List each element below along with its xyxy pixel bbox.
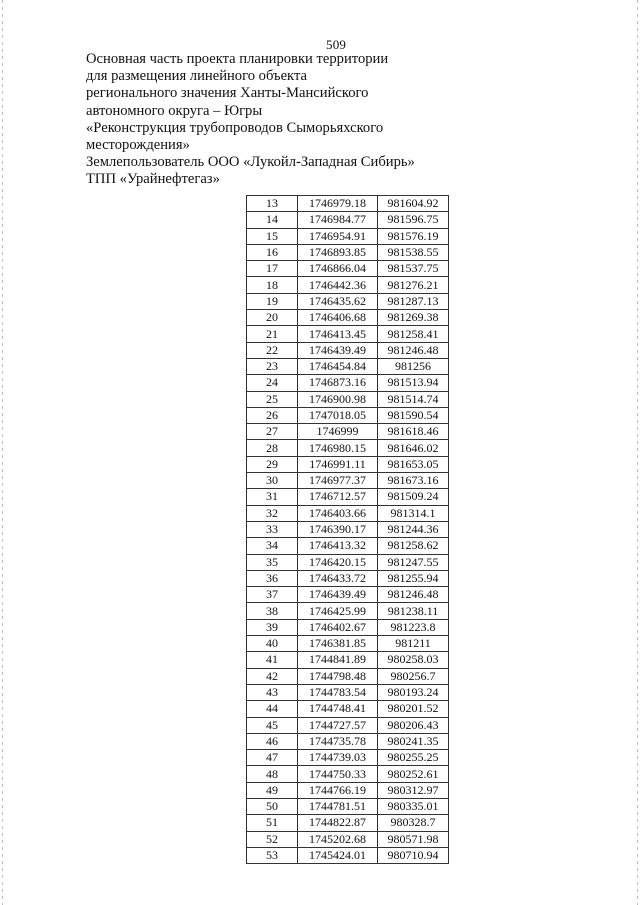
table-row [247, 196, 449, 212]
y-coordinate-cell: 981513.94 [378, 375, 449, 391]
x-coordinate-cell: 1746954.91 [298, 228, 378, 244]
x-coordinate-cell: 1746390.17 [298, 521, 378, 537]
table-row [247, 554, 449, 570]
point-number-cell: 47 [247, 750, 298, 766]
x-coordinate-cell: 1744739.03 [298, 750, 378, 766]
coordinates-table [246, 195, 449, 864]
table-row [247, 717, 449, 733]
point-number-cell: 51 [247, 815, 298, 831]
point-number-cell: 27 [247, 424, 298, 440]
y-coordinate-cell: 981538.55 [378, 244, 449, 260]
table-row [247, 570, 449, 586]
table-row [247, 684, 449, 700]
y-coordinate-cell: 980312.97 [378, 782, 449, 798]
table-row [247, 293, 449, 309]
y-coordinate-cell: 981258.62 [378, 538, 449, 554]
point-number-cell: 34 [247, 538, 298, 554]
y-coordinate-cell: 981258.41 [378, 326, 449, 342]
table-row [247, 619, 449, 635]
x-coordinate-cell: 1746420.15 [298, 554, 378, 570]
point-number-cell: 49 [247, 782, 298, 798]
table-row [247, 228, 449, 244]
y-coordinate-cell: 980710.94 [378, 847, 449, 863]
header-line: для размещения линейного объекта [86, 68, 307, 85]
point-number-cell: 19 [247, 293, 298, 309]
table-row [247, 798, 449, 814]
point-number-cell: 44 [247, 701, 298, 717]
x-coordinate-cell: 1746435.62 [298, 293, 378, 309]
x-coordinate-cell: 1744750.33 [298, 766, 378, 782]
point-number-cell: 36 [247, 570, 298, 586]
header-line: регионального значения Ханты-Мансийского [86, 85, 369, 102]
x-coordinate-cell: 1746413.45 [298, 326, 378, 342]
point-number-cell: 29 [247, 456, 298, 472]
point-number-cell: 14 [247, 212, 298, 228]
y-coordinate-cell: 980258.03 [378, 652, 449, 668]
table-row [247, 603, 449, 619]
point-number-cell: 32 [247, 505, 298, 521]
x-coordinate-cell: 1744783.54 [298, 684, 378, 700]
x-coordinate-cell: 1746381.85 [298, 636, 378, 652]
table-row [247, 358, 449, 374]
table-row [247, 277, 449, 293]
table-row [247, 261, 449, 277]
table-row [247, 342, 449, 358]
point-number-cell: 18 [247, 277, 298, 293]
y-coordinate-cell: 981509.24 [378, 489, 449, 505]
y-coordinate-cell: 981514.74 [378, 391, 449, 407]
point-number-cell: 53 [247, 847, 298, 863]
point-number-cell: 24 [247, 375, 298, 391]
point-number-cell: 15 [247, 228, 298, 244]
y-coordinate-cell: 981246.48 [378, 342, 449, 358]
header-line: «Реконструкция трубопроводов Сыморьяхского [86, 119, 384, 136]
x-coordinate-cell: 1746980.15 [298, 440, 378, 456]
x-coordinate-cell: 1746439.49 [298, 587, 378, 603]
point-number-cell: 31 [247, 489, 298, 505]
y-coordinate-cell: 980571.98 [378, 831, 449, 847]
y-coordinate-cell: 980256.7 [378, 668, 449, 684]
y-coordinate-cell: 981653.05 [378, 456, 449, 472]
x-coordinate-cell: 1744735.78 [298, 733, 378, 749]
x-coordinate-cell: 1746406.68 [298, 310, 378, 326]
point-number-cell: 48 [247, 766, 298, 782]
y-coordinate-cell: 980201.52 [378, 701, 449, 717]
point-number-cell: 50 [247, 798, 298, 814]
point-number-cell: 30 [247, 473, 298, 489]
table-row [247, 456, 449, 472]
y-coordinate-cell: 980255.25 [378, 750, 449, 766]
point-number-cell: 26 [247, 407, 298, 423]
table-row [247, 831, 449, 847]
scan-edge-left [2, 0, 3, 905]
table-row [247, 587, 449, 603]
y-coordinate-cell: 981604.92 [378, 196, 449, 212]
point-number-cell: 41 [247, 652, 298, 668]
x-coordinate-cell: 1745424.01 [298, 847, 378, 863]
point-number-cell: 20 [247, 310, 298, 326]
scan-edge-right [637, 0, 638, 905]
x-coordinate-cell: 1744748.41 [298, 701, 378, 717]
point-number-cell: 33 [247, 521, 298, 537]
x-coordinate-cell: 1745202.68 [298, 831, 378, 847]
table-row [247, 244, 449, 260]
point-number-cell: 17 [247, 261, 298, 277]
x-coordinate-cell: 1746984.77 [298, 212, 378, 228]
table-row [247, 733, 449, 749]
x-coordinate-cell: 1746893.85 [298, 244, 378, 260]
y-coordinate-cell: 981314.1 [378, 505, 449, 521]
point-number-cell: 37 [247, 587, 298, 603]
y-coordinate-cell: 981276.21 [378, 277, 449, 293]
point-number-cell: 45 [247, 717, 298, 733]
table-row [247, 668, 449, 684]
point-number-cell: 22 [247, 342, 298, 358]
y-coordinate-cell: 981256 [378, 358, 449, 374]
point-number-cell: 38 [247, 603, 298, 619]
y-coordinate-cell: 981287.13 [378, 293, 449, 309]
table-row [247, 375, 449, 391]
header-line: Землепользователь ООО «Лукойл-Западная Сибирь» [86, 154, 415, 171]
x-coordinate-cell: 1746425.99 [298, 603, 378, 619]
x-coordinate-cell: 1746999 [298, 424, 378, 440]
point-number-cell: 23 [247, 358, 298, 374]
point-number-cell: 35 [247, 554, 298, 570]
table-row [247, 326, 449, 342]
header-line: Основная часть проекта планировки территории [86, 51, 389, 67]
page-number: 509 [326, 37, 347, 52]
y-coordinate-cell: 981673.16 [378, 473, 449, 489]
x-coordinate-cell: 1746413.32 [298, 538, 378, 554]
y-coordinate-cell: 981255.94 [378, 570, 449, 586]
x-coordinate-cell: 1746866.04 [298, 261, 378, 277]
x-coordinate-cell: 1744798.48 [298, 668, 378, 684]
y-coordinate-cell: 981618.46 [378, 424, 449, 440]
x-coordinate-cell: 1746873.16 [298, 375, 378, 391]
table-row [247, 538, 449, 554]
point-number-cell: 21 [247, 326, 298, 342]
y-coordinate-cell: 981223.8 [378, 619, 449, 635]
x-coordinate-cell: 1746977.37 [298, 473, 378, 489]
x-coordinate-cell: 1744822.87 [298, 815, 378, 831]
y-coordinate-cell: 981238.11 [378, 603, 449, 619]
y-coordinate-cell: 981590.54 [378, 407, 449, 423]
y-coordinate-cell: 981646.02 [378, 440, 449, 456]
y-coordinate-cell: 981211 [378, 636, 449, 652]
y-coordinate-cell: 981269.38 [378, 310, 449, 326]
x-coordinate-cell: 1746712.57 [298, 489, 378, 505]
table-row [247, 489, 449, 505]
table-row [247, 212, 449, 228]
point-number-cell: 40 [247, 636, 298, 652]
point-number-cell: 39 [247, 619, 298, 635]
header-line: месторождения» [86, 137, 190, 154]
table-row [247, 440, 449, 456]
point-number-cell: 13 [247, 196, 298, 212]
x-coordinate-cell: 1744727.57 [298, 717, 378, 733]
point-number-cell: 46 [247, 733, 298, 749]
x-coordinate-cell: 1746454.84 [298, 358, 378, 374]
x-coordinate-cell: 1746402.67 [298, 619, 378, 635]
y-coordinate-cell: 980335.01 [378, 798, 449, 814]
y-coordinate-cell: 980241.35 [378, 733, 449, 749]
point-number-cell: 52 [247, 831, 298, 847]
x-coordinate-cell: 1746439.49 [298, 342, 378, 358]
point-number-cell: 43 [247, 684, 298, 700]
table-row [247, 847, 449, 863]
y-coordinate-cell: 981576.19 [378, 228, 449, 244]
header-line: автономного округа – Югры [86, 102, 263, 119]
point-number-cell: 25 [247, 391, 298, 407]
table-row [247, 424, 449, 440]
table-row [247, 391, 449, 407]
y-coordinate-cell: 981244.36 [378, 521, 449, 537]
table-row [247, 750, 449, 766]
table-row [247, 310, 449, 326]
table-row [247, 407, 449, 423]
x-coordinate-cell: 1747018.05 [298, 407, 378, 423]
table-row [247, 521, 449, 537]
point-number-cell: 28 [247, 440, 298, 456]
x-coordinate-cell: 1746900.98 [298, 391, 378, 407]
x-coordinate-cell: 1746403.66 [298, 505, 378, 521]
y-coordinate-cell: 981246.48 [378, 587, 449, 603]
x-coordinate-cell: 1744781.51 [298, 798, 378, 814]
x-coordinate-cell: 1746433.72 [298, 570, 378, 586]
table-row [247, 782, 449, 798]
y-coordinate-cell: 981247.55 [378, 554, 449, 570]
x-coordinate-cell: 1746991.11 [298, 456, 378, 472]
coordinates-table-body [247, 196, 449, 864]
table-row [247, 636, 449, 652]
table-row [247, 652, 449, 668]
table-row [247, 505, 449, 521]
y-coordinate-cell: 980252.61 [378, 766, 449, 782]
x-coordinate-cell: 1746442.36 [298, 277, 378, 293]
y-coordinate-cell: 981596.75 [378, 212, 449, 228]
x-coordinate-cell: 1744841.89 [298, 652, 378, 668]
table-row [247, 701, 449, 717]
document-header [86, 51, 446, 189]
point-number-cell: 16 [247, 244, 298, 260]
y-coordinate-cell: 980193.24 [378, 684, 449, 700]
table-row [247, 815, 449, 831]
y-coordinate-cell: 980328.7 [378, 815, 449, 831]
x-coordinate-cell: 1746979.18 [298, 196, 378, 212]
header-line: ТПП «Урайнефтегаз» [86, 171, 220, 188]
point-number-cell: 42 [247, 668, 298, 684]
y-coordinate-cell: 980206.43 [378, 717, 449, 733]
table-row [247, 766, 449, 782]
table-row [247, 473, 449, 489]
x-coordinate-cell: 1744766.19 [298, 782, 378, 798]
y-coordinate-cell: 981537.75 [378, 261, 449, 277]
